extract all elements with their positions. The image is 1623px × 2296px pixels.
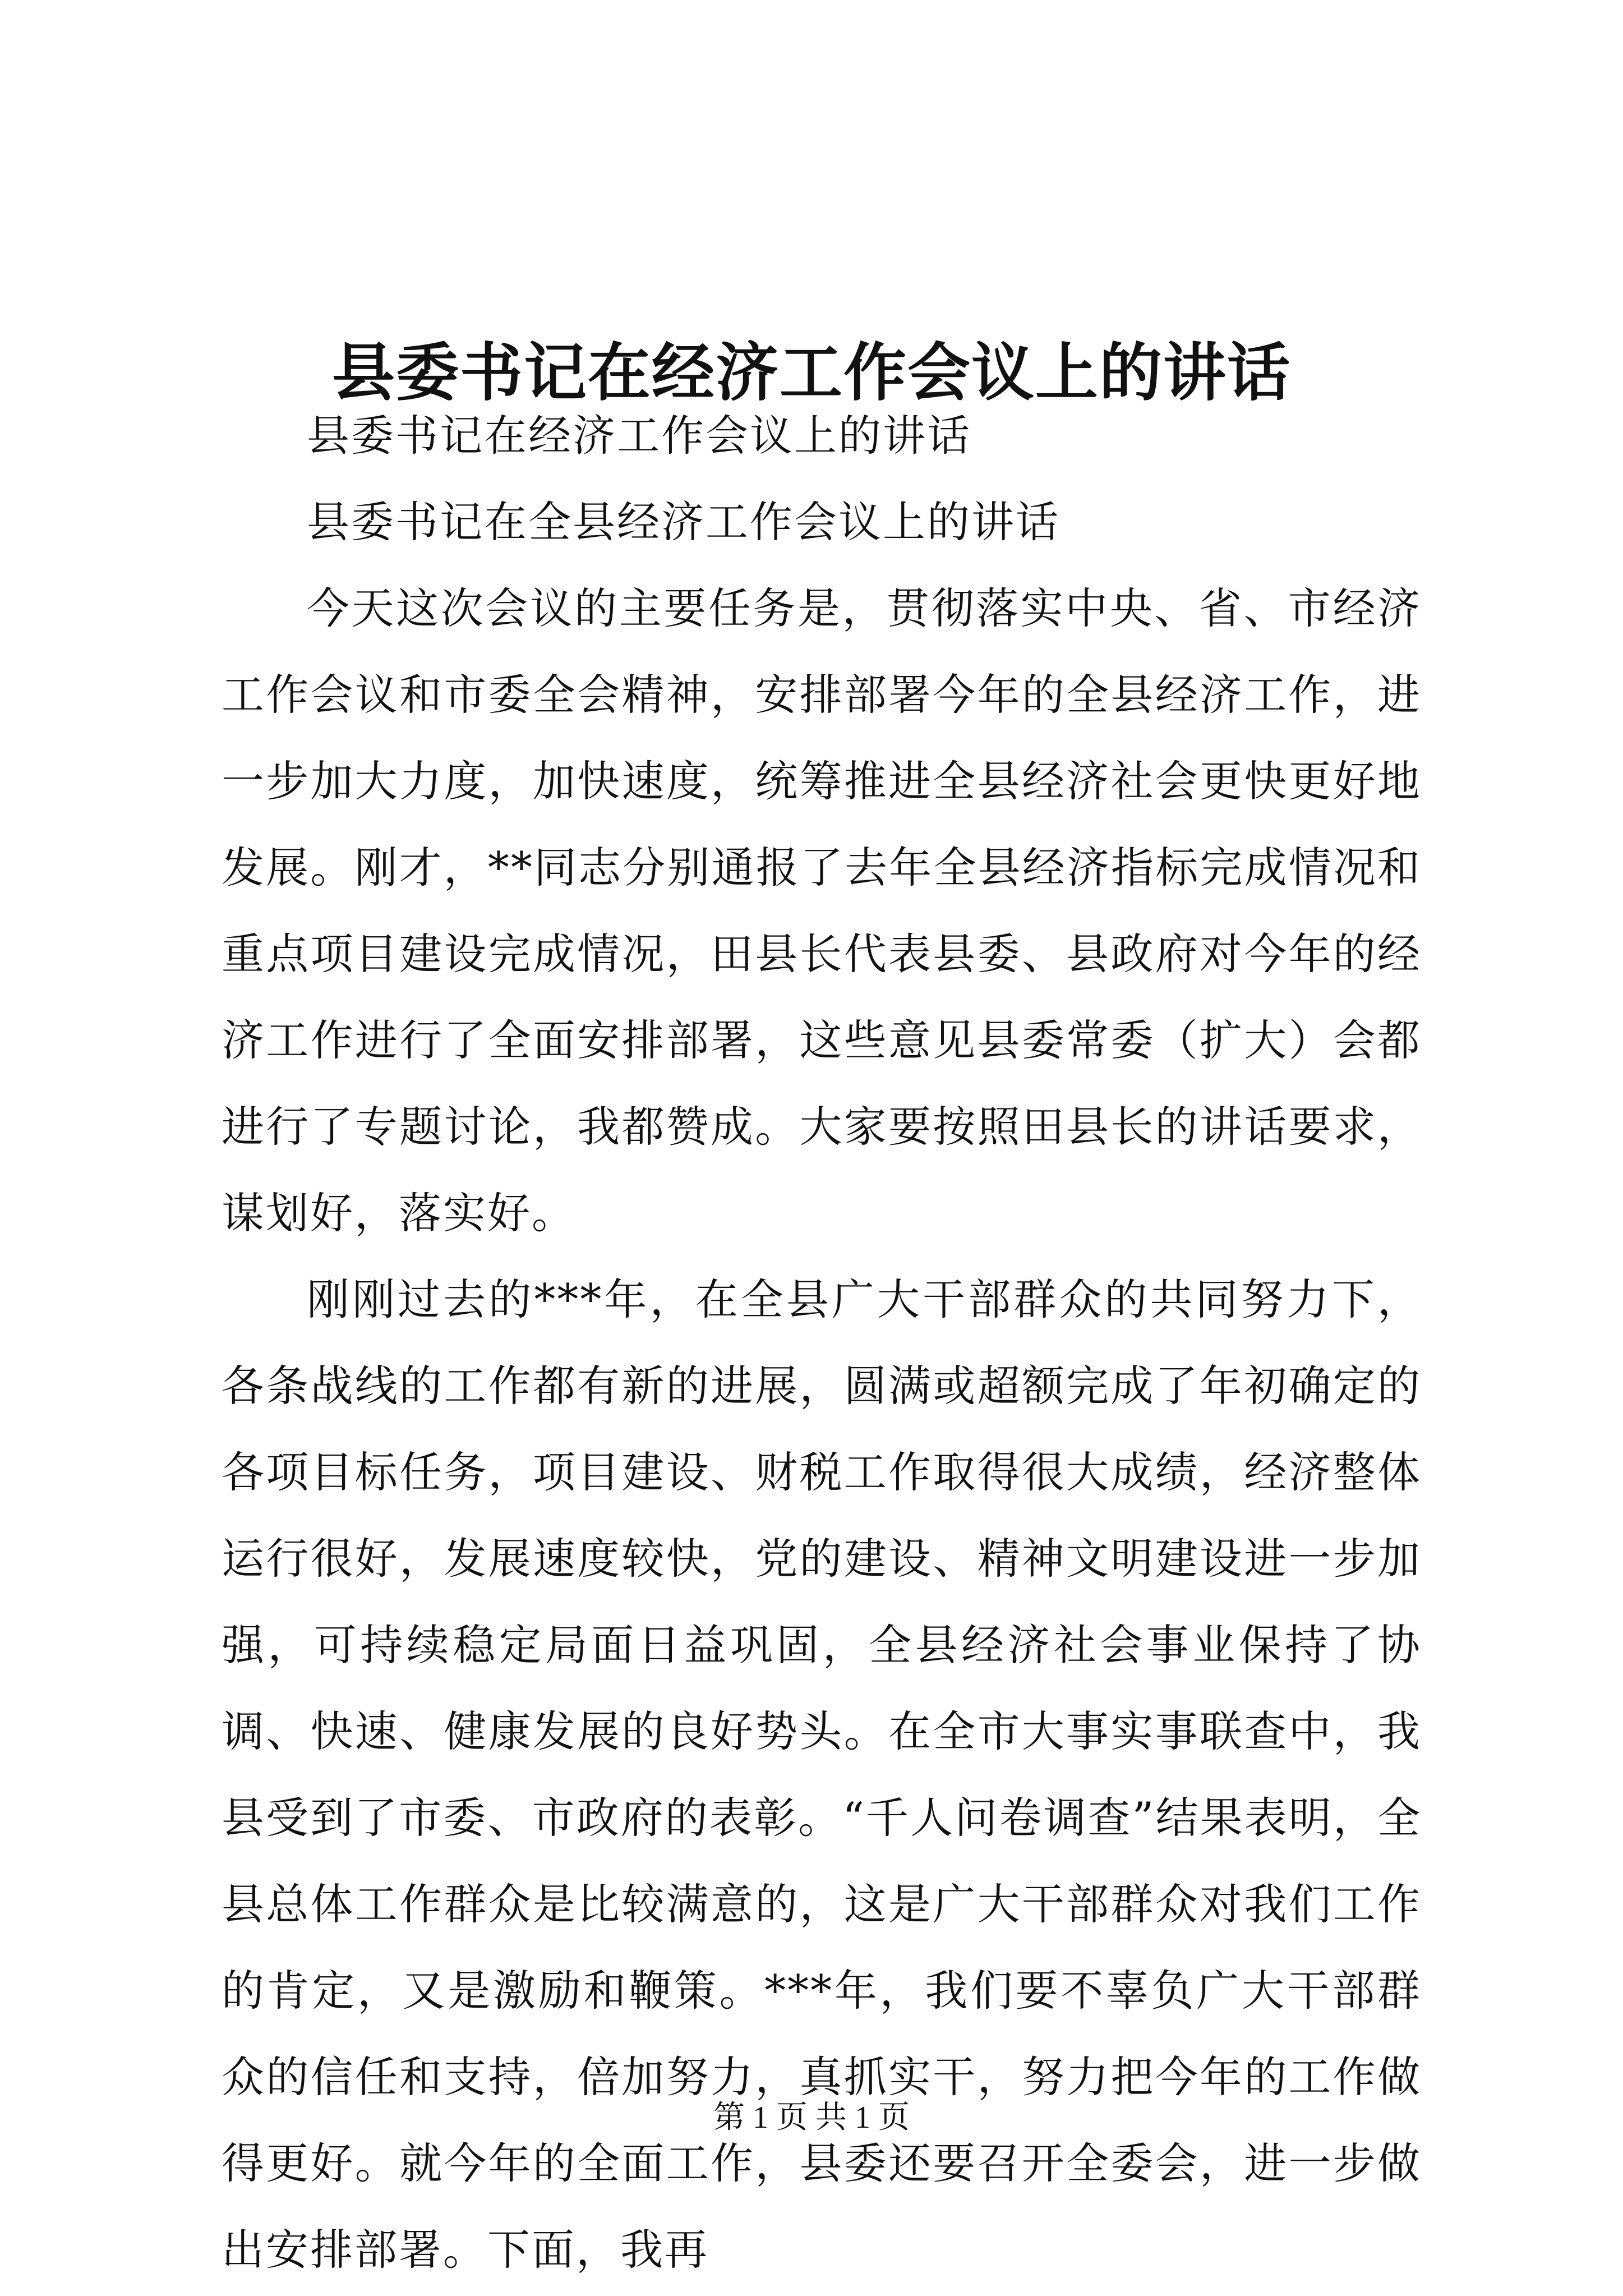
document-title: 县委书记在经济工作会议上的讲话 — [332, 336, 1291, 410]
document-body — [222, 393, 1422, 2293]
paragraph-1: 今天这次会议的主要任务是，贯彻落实中央、省、市经济工作会议和市委全会精神，安排部署今年的全县经济工作，进一步加大力度，加快速度，统筹推进全县经济社会更快更好地发展。刚才，**同志分别通报了去年全县经济指标完成情况和重点项目建设完成情况，田县长代表县委、县政府对今年的经济工作进行了全面安排部署，这些意见县委常委（扩大）会都进行了专题讨论，我都赞成。大家要按照田县长的讲话要求，谋划好，落实好。 — [222, 583, 1422, 1238]
paragraph-subtitle-1: 县委书记在经济工作会议上的讲话 — [307, 411, 971, 461]
page-number-footer: 第 1 页 共 1 页 — [713, 2100, 910, 2135]
paragraph-2: 刚刚过去的***年，在全县广大干部群众的共同努力下，各条战线的工作都有新的进展，圆满或超额完成了年初确定的各项目标任务，项目建设、财税工作取得很大成绩，经济整体运行很好，发展速度较快，党的建设、精神文明建设进一步加强，可持续稳定局面日益巩固，全县经济社会事业保持了协调、快速、健康发展的良好势头。在全市大事实事联查中，我县受到了市委、市政府的表彰。“千人问卷调查”结果表明，全县总体工作群众是比较满意的，这是广大干部群众对我们工作的肯定，又是激励和鞭策。***年，我们要不辜负广大干部群众的信任和支持，倍加努力，真抓实干，努力把今年的工作做得更好。就今年的全面工作，县委还要召开全委会，进一步做出安排部署。下面，我再 — [222, 1274, 1422, 2275]
paragraph-subtitle-2: 县委书记在全县经济工作会议上的讲话 — [307, 497, 1060, 547]
